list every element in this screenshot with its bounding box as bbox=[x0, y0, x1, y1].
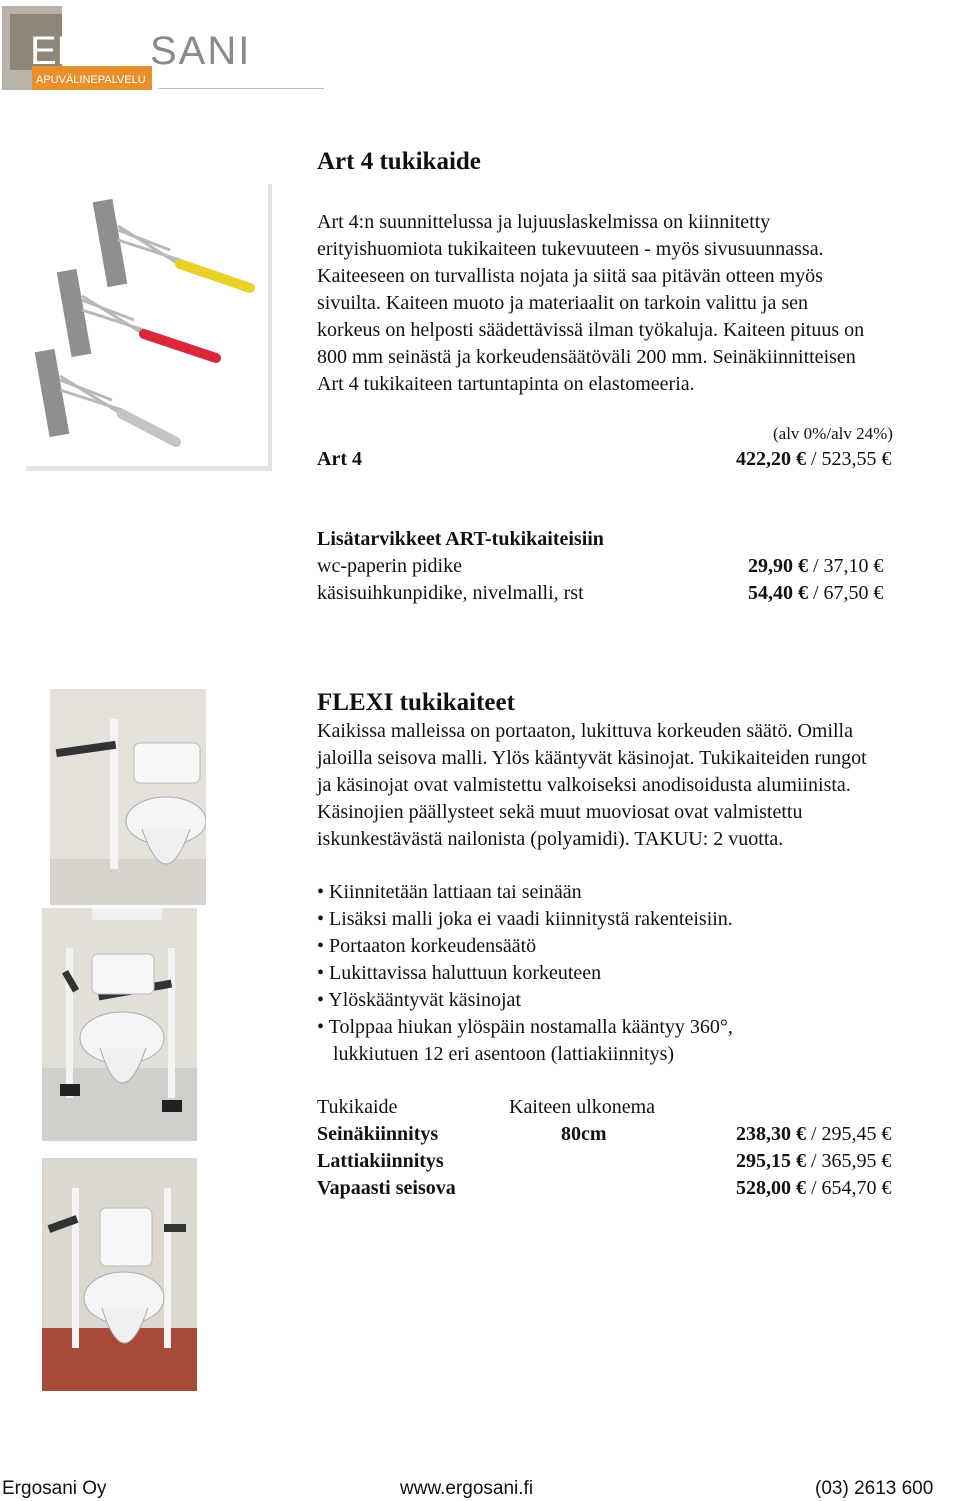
accessory-name: käsisuihkunpidike, nivelmalli, rst bbox=[317, 582, 584, 604]
description-line: Käsinojien päällysteet sekä muut muoviosat ovat valmistettu bbox=[317, 801, 803, 823]
accessory-price bbox=[748, 553, 884, 580]
flexi-feature-list bbox=[317, 879, 733, 1068]
art4-product-image bbox=[20, 180, 275, 475]
description-line: Art 4:n suunnittelussa ja lujuuslaskelmissa on kiinnitetty bbox=[317, 211, 771, 233]
accessory-name: wc-paperin pidike bbox=[317, 555, 462, 577]
description-line: jaloilla seisova malli. Ylös kääntyvät käsinojat. Tukikaiteiden rungot bbox=[317, 747, 867, 769]
accessory-price bbox=[748, 580, 884, 607]
ergosani-logo bbox=[0, 0, 330, 96]
list-item: • Kiinnitetään lattiaan tai seinään bbox=[317, 881, 582, 903]
accessories-title: Lisätarvikkeet ART-tukikaiteisiin bbox=[317, 528, 604, 550]
list-item: • Lukittavissa haluttuun korkeuteen bbox=[317, 962, 602, 984]
price-gross: / 654,70 € bbox=[811, 1177, 892, 1199]
description-line: sivuilta. Kaiteen muoto ja materiaalit on tarkoin valittu ja sen bbox=[317, 292, 808, 314]
price-net: 295,15 € bbox=[736, 1150, 806, 1172]
description-line: Kaikissa malleissa on portaaton, lukittuva korkeuden säätö. Omilla bbox=[317, 720, 853, 742]
logo-tagline: APUVÄLINEPALVELU bbox=[36, 74, 146, 86]
price-net: 54,40 € bbox=[748, 582, 808, 604]
price-net: 528,00 € bbox=[736, 1177, 806, 1199]
art4-title: Art 4 tukikaide bbox=[317, 148, 481, 175]
footer-company: Ergosani Oy bbox=[2, 1478, 107, 1499]
art4-price bbox=[736, 446, 892, 473]
flexi-photo-floor-mounted bbox=[42, 908, 197, 1141]
description-line: iskunkestävästä nailonista (polyamidi). TAKUU: 2 vuotta. bbox=[317, 828, 784, 850]
logo-underline bbox=[158, 88, 324, 89]
footer-phone: (03) 2613 600 bbox=[815, 1478, 934, 1499]
table-header-rail: Tukikaide bbox=[317, 1096, 398, 1118]
price-net: 422,20 € bbox=[736, 448, 806, 470]
table-row-projection: 80cm bbox=[561, 1123, 607, 1145]
price-net: 238,30 € bbox=[736, 1123, 806, 1145]
art4-description bbox=[317, 209, 864, 398]
price-gross: / 37,10 € bbox=[813, 555, 884, 577]
description-line: korkeus on helposti säädettävissä ilman työkaluja. Kaiteen pituus on bbox=[317, 319, 865, 341]
table-row-name: Vapaasti seisova bbox=[317, 1177, 456, 1199]
description-line: 800 mm seinästä ja korkeudensäätöväli 200 mm. Seinäkiinnitteisen bbox=[317, 346, 856, 368]
list-item: • Lisäksi malli joka ei vaadi kiinnitystä rakenteisiin. bbox=[317, 908, 733, 930]
price-gross: / 365,95 € bbox=[811, 1150, 892, 1172]
table-row-name: Seinäkiinnitys bbox=[317, 1123, 439, 1145]
footer-website[interactable]: www.ergosani.fi bbox=[400, 1478, 534, 1499]
table-row-price bbox=[736, 1175, 892, 1202]
list-item: • Ylöskääntyvät käsinojat bbox=[317, 989, 521, 1011]
table-row-price bbox=[736, 1148, 892, 1175]
price-gross: / 295,45 € bbox=[811, 1123, 892, 1145]
description-line: Art 4 tukikaiteen tartuntapinta on elastomeeria. bbox=[317, 373, 695, 395]
flexi-description bbox=[317, 718, 867, 853]
list-item: lukkiutuen 12 eri asentoon (lattiakiinnitys) bbox=[333, 1043, 675, 1065]
flexi-title: FLEXI tukikaiteet bbox=[317, 689, 515, 716]
price-gross: / 523,55 € bbox=[811, 448, 892, 470]
flexi-photo-wall-mounted bbox=[50, 689, 206, 905]
list-item: • Portaaton korkeudensäätö bbox=[317, 935, 537, 957]
table-header-projection: Kaiteen ulkonema bbox=[509, 1096, 656, 1118]
logo-graphic bbox=[0, 0, 330, 96]
description-line: ja käsinojat ovat valmistettu valkoiseksi anodisoidusta alumiinista. bbox=[317, 774, 851, 796]
description-line: erityishuomiota tukikaiteen tukevuuteen - myös sivusuunnassa. bbox=[317, 238, 824, 260]
flexi-photo-free-standing bbox=[42, 1158, 197, 1391]
vat-note: (alv 0%/alv 24%) bbox=[773, 424, 893, 443]
logo-text-ergo: ERGO bbox=[30, 29, 148, 73]
price-net: 29,90 € bbox=[748, 555, 808, 577]
price-gross: / 67,50 € bbox=[813, 582, 884, 604]
logo-text-sani: SANI bbox=[150, 29, 252, 73]
table-row-price bbox=[736, 1121, 892, 1148]
table-row-name: Lattiakiinnitys bbox=[317, 1150, 444, 1172]
art4-product-label: Art 4 bbox=[317, 448, 362, 470]
description-line: Kaiteeseen on turvallista nojata ja siitä saa pitävän otteen myös bbox=[317, 265, 823, 287]
list-item: • Tolppaa hiukan ylöspäin nostamalla kääntyy 360°, bbox=[317, 1016, 733, 1038]
